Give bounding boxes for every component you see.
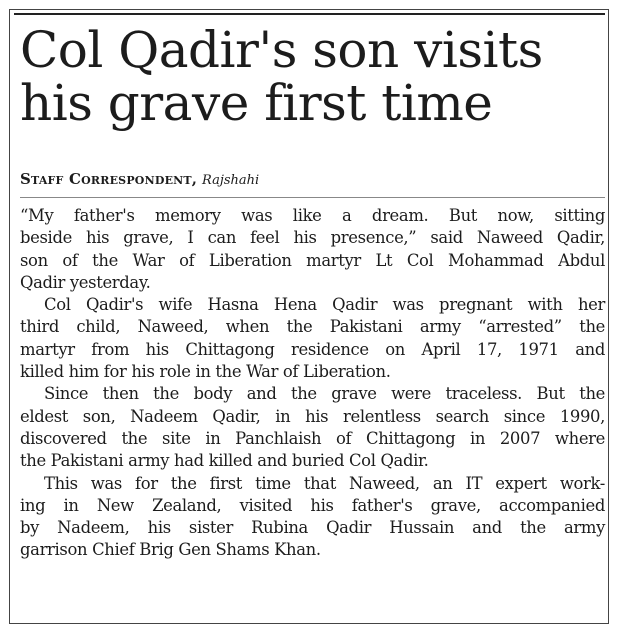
paragraph-1: [20, 205, 605, 294]
paragraph-line: ing in New Zealand, visited his father's grave, accompanied: [20, 495, 605, 515]
paragraph-line: “My father's memory was like a dream. But now, sitting: [20, 206, 605, 225]
paragraph-line: by Nadeem, his sister Rubina Qadir Hussain and the army: [20, 518, 605, 538]
headline: [20, 21, 605, 132]
byline: [20, 170, 259, 188]
byline-place: Rajshahi: [202, 173, 260, 188]
paragraph-line: garrison Chief Brig Gen Shams Khan.: [20, 540, 321, 560]
byline-staff: Staff Correspondent,: [20, 170, 198, 188]
paragraph-line: son of the War of Liberation martyr Lt Col Mohammad Abdul: [20, 250, 605, 270]
top-rule: [14, 13, 605, 15]
paragraph-line: This was for the first time that Naweed, an IT expert work-: [44, 473, 605, 493]
article-body: [20, 205, 605, 562]
headline-line-1: Col Qadir's son visits: [20, 21, 543, 79]
paragraph-line: discovered the site in Panchlaish of Chittagong in 2007 where: [20, 428, 605, 448]
paragraph-line: martyr from his Chittagong residence on April 17, 1971 and: [20, 339, 605, 359]
paragraph-line: beside his grave, I can feel his presence,” said Naweed Qadir,: [20, 228, 605, 248]
paragraph-2: [20, 294, 605, 383]
paragraph-4: [20, 473, 605, 562]
paragraph-line: Col Qadir's wife Hasna Hena Qadir was pregnant with her: [44, 295, 605, 315]
paragraph-3: [20, 383, 605, 472]
paragraph-line: Since then the body and the grave were traceless. But the: [44, 384, 605, 404]
paragraph-line: killed him for his role in the War of Liberation.: [20, 362, 391, 382]
paragraph-line: the Pakistani army had killed and buried Col Qadir.: [20, 451, 429, 471]
byline-divider: [20, 197, 605, 198]
headline-line-2: his grave first time: [20, 74, 493, 132]
paragraph-line: third child, Naweed, when the Pakistani army “arrested” the: [20, 317, 605, 337]
paragraph-line: eldest son, Nadeem Qadir, in his relentless search since 1990,: [20, 406, 605, 426]
paragraph-line: Qadir yesterday.: [20, 272, 151, 292]
